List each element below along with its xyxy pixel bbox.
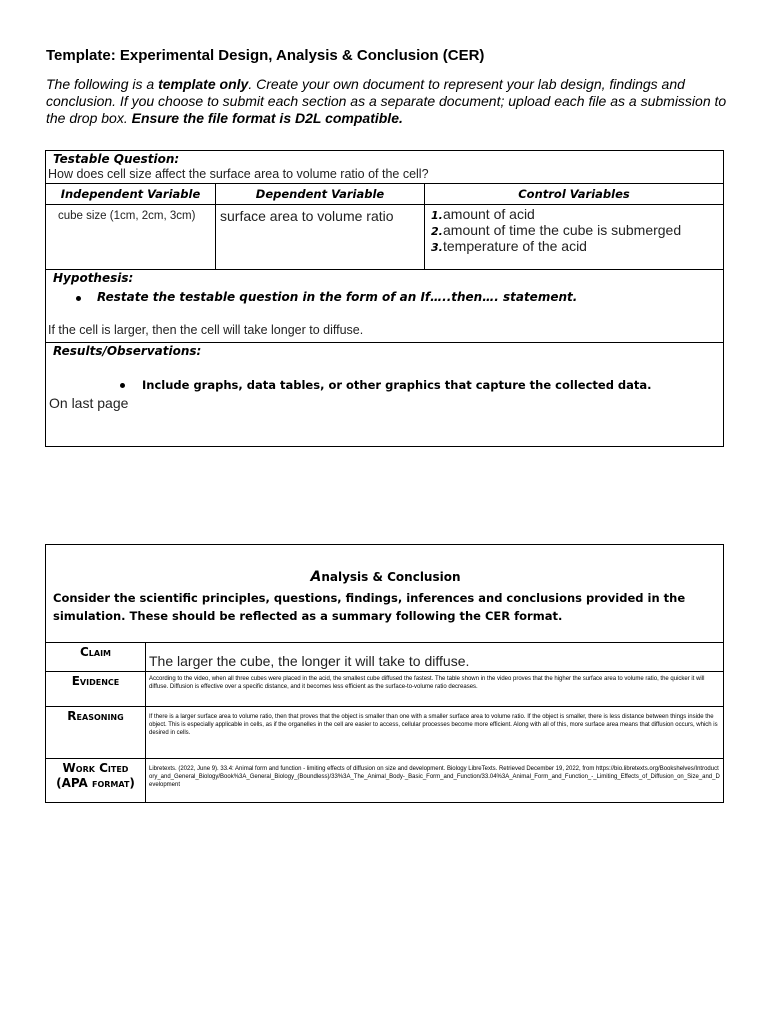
work-cited-label: Work Cited (APA format) bbox=[56, 761, 135, 790]
intro-bold-1: template only bbox=[158, 76, 249, 92]
testable-question-label: Testable Question: bbox=[53, 152, 180, 166]
bullet-icon bbox=[120, 383, 125, 388]
analysis-heading: Analysis & Conclusion bbox=[310, 569, 461, 585]
dependent-variable-value: surface area to volume ratio bbox=[220, 208, 394, 224]
results-answer: On last page bbox=[49, 395, 129, 411]
control-variable-item: 3.temperature of the acid bbox=[431, 238, 587, 254]
evidence-text: According to the video, when all three cubes were placed in the acid, the smallest cube diffused the fastest. The table shown in the video proves that the higher the surface area to volume ratio, the quicker it will diffuse. Diffusion is effective over a specific distance, and it becomes less efficient as the surface-to-volume ratio decreases. bbox=[149, 676, 705, 690]
hypothesis-label: Hypothesis: bbox=[53, 271, 134, 285]
analysis-intro: Consider the scientific principles, questions, findings, inferences and conclusions provided in the simulation. These should be reflected as a summary following the CER format. bbox=[53, 591, 686, 623]
analysis-conclusion-table bbox=[45, 544, 724, 803]
intro-paragraph bbox=[46, 76, 736, 127]
independent-variable-value: cube size (1cm, 2cm, 3cm) bbox=[58, 210, 196, 222]
hypothesis-instruction: Restate the testable question in the form of an If…..then…. statement. bbox=[97, 290, 578, 304]
intro-bold-2: Ensure the file format is D2L compatible. bbox=[131, 110, 403, 126]
control-variable-item: 1.amount of acid bbox=[431, 206, 535, 222]
intro-text-2: . Create your own document to represent your lab design, findings and conclusion. If you choose to submit each section as a separate document; upload each file as a submission to the drop box. bbox=[46, 76, 727, 126]
control-variables-header: Control Variables bbox=[518, 187, 630, 201]
evidence-label: Evidence bbox=[71, 674, 120, 688]
results-instruction: Include graphs, data tables, or other graphics that capture the collected data. bbox=[142, 378, 652, 392]
reasoning-label: Reasoning bbox=[67, 709, 124, 723]
bullet-icon bbox=[76, 296, 81, 301]
independent-variable-header: Independent Variable bbox=[60, 187, 201, 201]
reasoning-text: If there is a larger surface area to volume ratio, then that proves that the object is smaller than one with a smaller surface area to volume ratio. If the object is smaller, there is less distance between things inside the object. This is especially applicable in cells, as if the organelles in the cell are easier to access, cellular processes become more efficient. Along with all of this, more surface area means that diffusion occurs, which is desired in cells. bbox=[149, 714, 718, 736]
intro-text-1: The following is a bbox=[46, 76, 159, 92]
experimental-design-table bbox=[45, 150, 724, 447]
claim-label: Claim bbox=[79, 645, 112, 659]
results-label: Results/Observations: bbox=[53, 344, 202, 358]
document-title: Template: Experimental Design, Analysis & Conclusion (CER) bbox=[46, 47, 485, 64]
dependent-variable-header: Dependent Variable bbox=[255, 187, 385, 201]
work-cited-text: Libretexts. (2022, June 9). 33.4: Animal form and function - limiting effects of diffusion on size and development. Biology LibreTexts. Retrieved December 19, 2022, from https://bio.libretexts.org/Bookshelves/Introductory_and_General_Biology/Book%3A_General_Biology_(Boundless)/33%3A_The_Animal_Body-_Basic_Form_and_Function/33.04%3A_Animal_Form_and_Function_-_Limiting_Effects_of_Diffusion_on_Size_and_Development bbox=[149, 766, 720, 788]
control-variables-list bbox=[431, 206, 681, 254]
hypothesis-answer: If the cell is larger, then the cell will take longer to diffuse. bbox=[48, 323, 364, 337]
testable-question-text: How does cell size affect the surface area to volume ratio of the cell? bbox=[48, 167, 429, 181]
claim-text: The larger the cube, the longer it will take to diffuse. bbox=[149, 653, 470, 669]
control-variable-item: 2.amount of time the cube is submerged bbox=[431, 222, 682, 238]
